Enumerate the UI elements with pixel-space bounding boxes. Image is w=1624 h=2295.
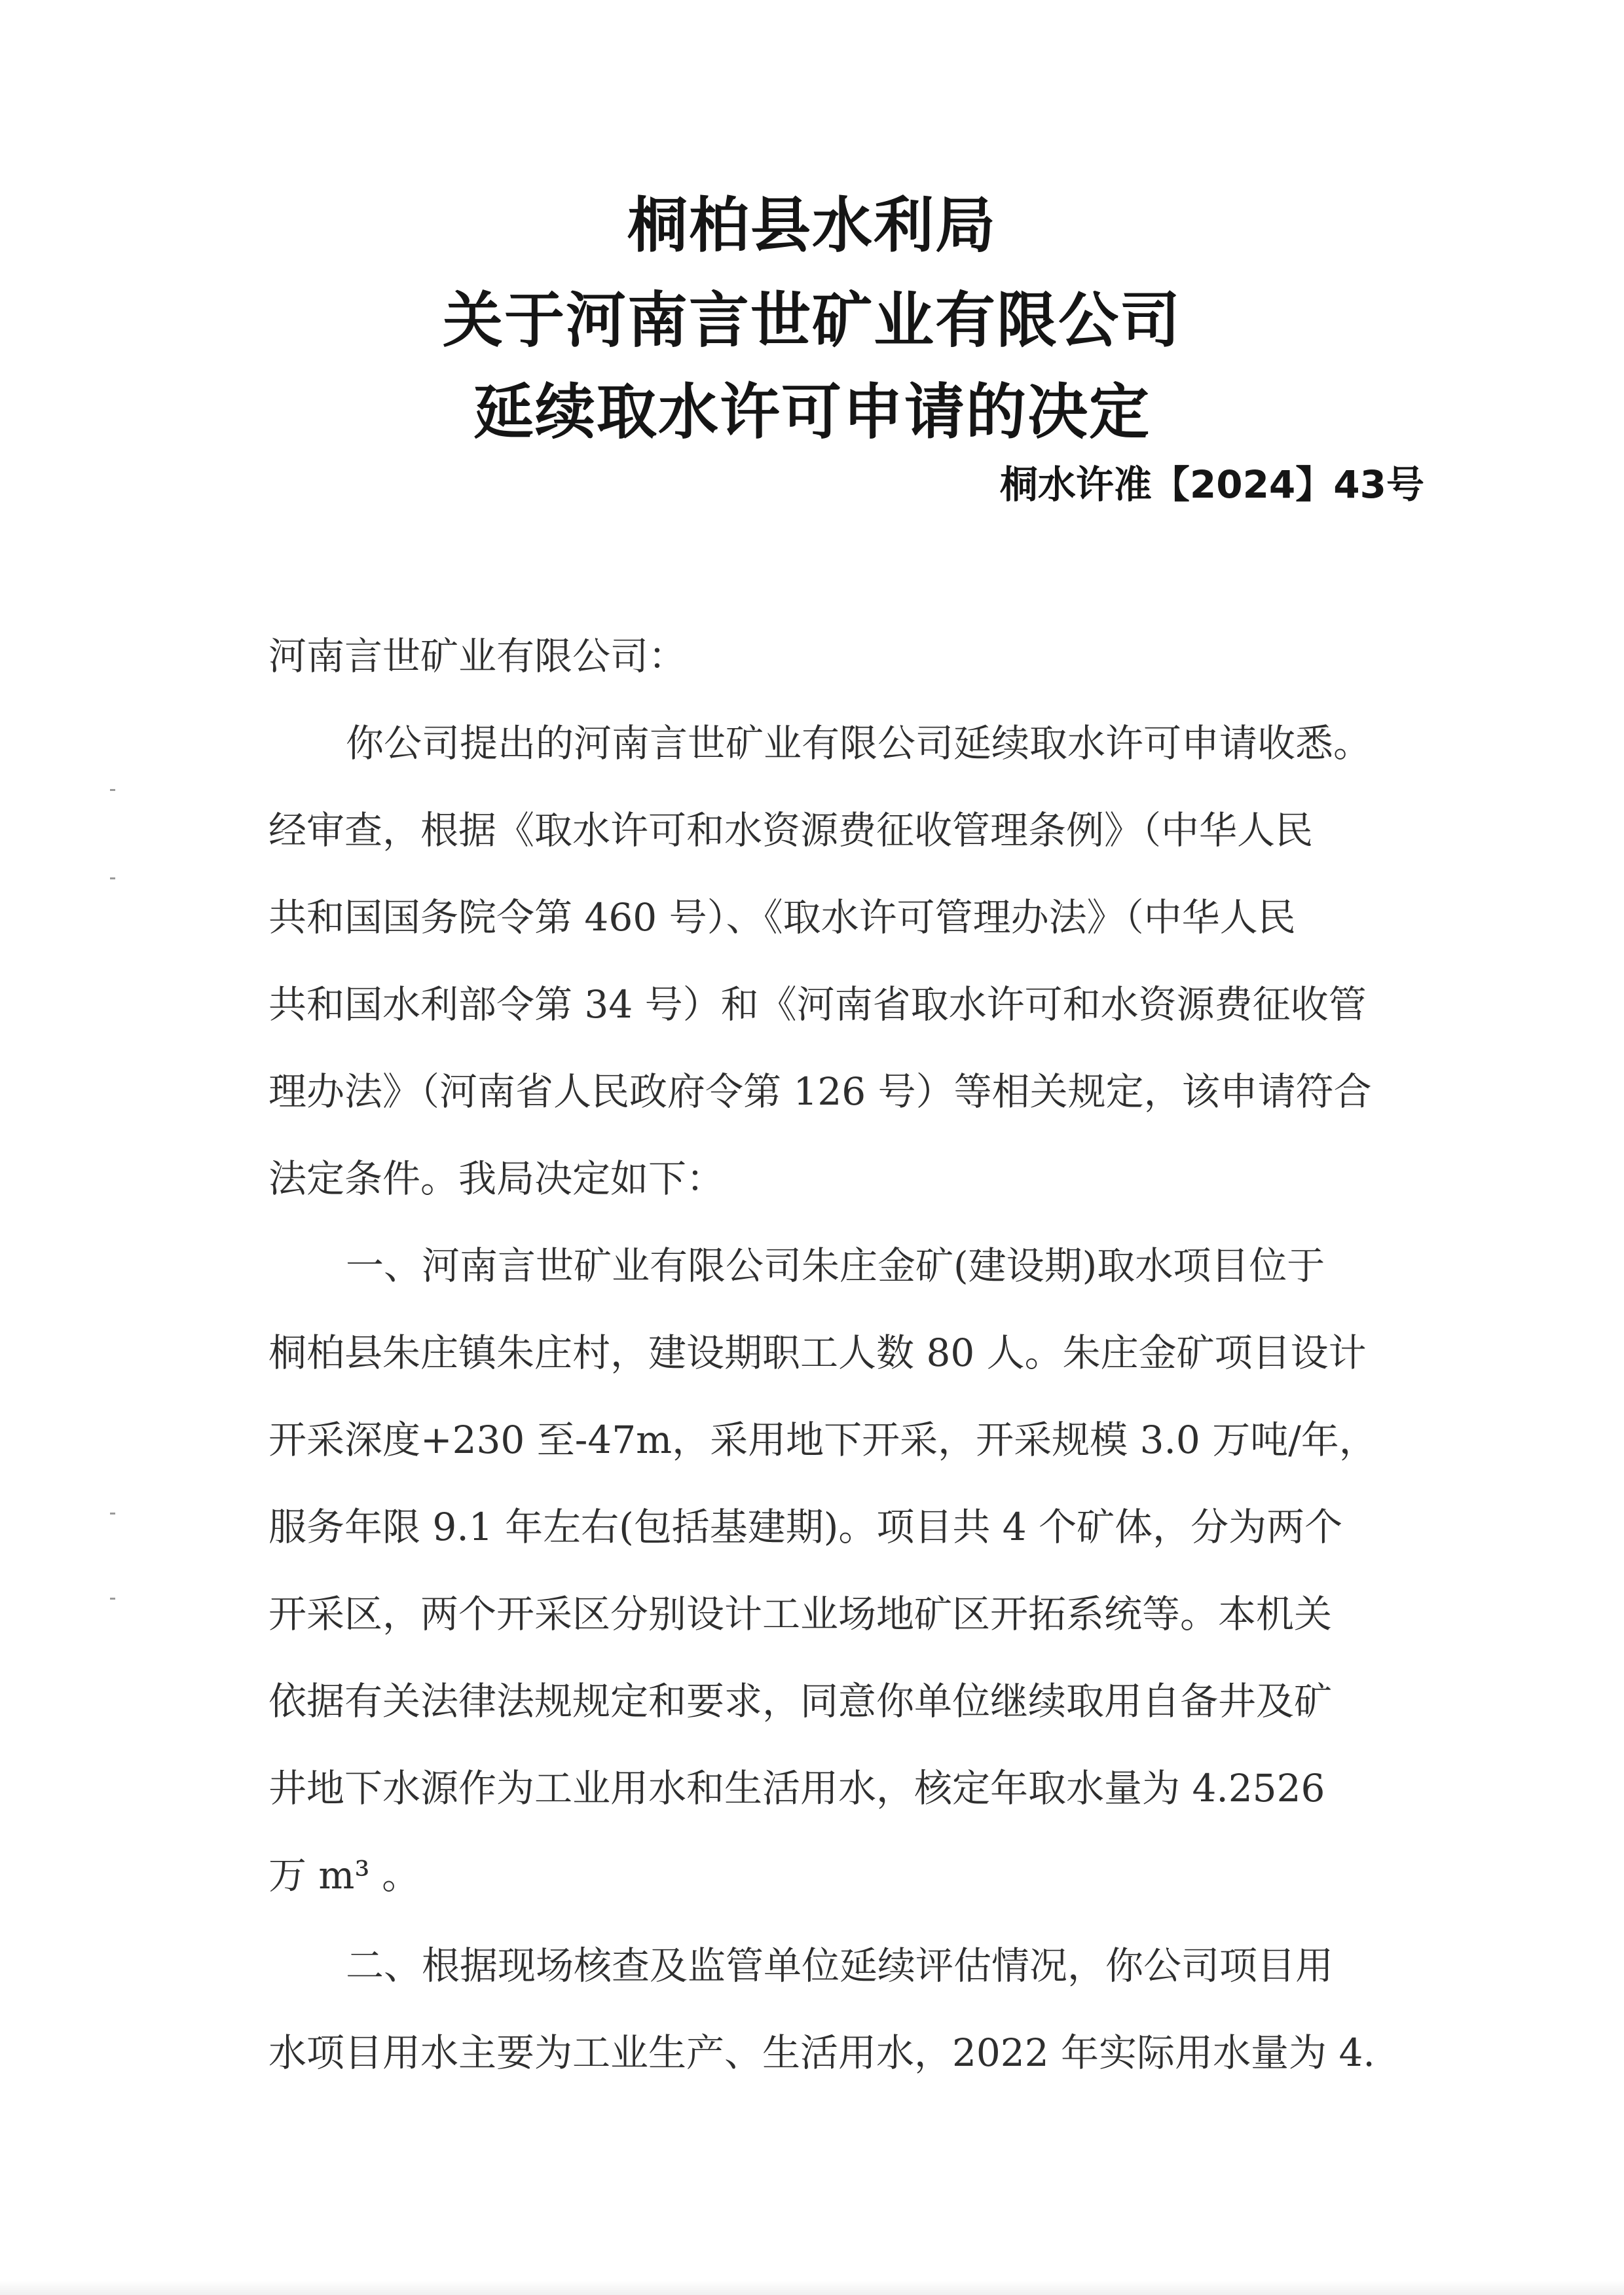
binding-hole-mark [110, 1598, 115, 1600]
item-one-line: 开采深度+230 至-47m，采用地下开采，开采规模 3.0 万吨/年， [268, 1418, 1377, 1462]
binding-hole-mark [110, 789, 115, 791]
title-decision: 延续取水许可申请的决定 [473, 377, 1151, 447]
item-one-line: 万 m³ 。 [268, 1853, 420, 1898]
item-one-line: 井地下水源作为工业用水和生活用水，核定年取水量为 4.2526 [268, 1766, 1325, 1810]
title-subject: 关于河南言世矿业有限公司 [442, 285, 1181, 356]
item-one-line: 依据有关法律法规规定和要求，同意你单位继续取用自备井及矿 [268, 1679, 1333, 1723]
paragraph-intro-line: 经审查，根据《取水许可和水资源费征收管理条例》（中华人民 [268, 808, 1314, 853]
item-one-line: 开采区，两个开采区分别设计工业场地矿区开拓系统等。本机关 [268, 1592, 1333, 1636]
binding-hole-mark [110, 877, 115, 879]
item-one-line: 服务年限 9.1 年左右(包括基建期)。项目共 4 个矿体，分为两个 [268, 1505, 1343, 1549]
title-issuer: 桐柏县水利局 [627, 191, 997, 261]
paragraph-intro-line: 法定条件。我局决定如下： [268, 1156, 725, 1201]
paragraph-intro-line: 共和国国务院令第 460 号）、《取水许可管理办法》（中华人民 [268, 895, 1296, 940]
item-one-line: 桐柏县朱庄镇朱庄村，建设期职工人数 80 人。朱庄金矿项目设计 [268, 1331, 1367, 1375]
scan-edge-shadow [0, 2281, 1624, 2295]
paragraph-intro-line: 你公司提出的河南言世矿业有限公司延续取水许可申请收悉。 [346, 721, 1372, 765]
paragraph-intro-line: 共和国水利部令第 34 号）和《河南省取水许可和水资源费征收管 [268, 982, 1367, 1027]
addressee: 河南言世矿业有限公司： [268, 634, 687, 678]
item-two-line: 二、根据现场核查及监管单位延续评估情况，你公司项目用 [346, 1943, 1334, 1988]
item-two-line: 水项目用水主要为工业生产、生活用水，2022 年实际用水量为 4. [268, 2030, 1375, 2075]
document-number: 桐水许准【2024】43号 [999, 462, 1424, 507]
paragraph-intro-line: 理办法》（河南省人民政府令第 126 号）等相关规定，该申请符合 [268, 1069, 1372, 1114]
binding-hole-mark [110, 1513, 115, 1515]
item-one-line: 一、河南言世矿业有限公司朱庄金矿(建设期)取水项目位于 [346, 1243, 1325, 1288]
